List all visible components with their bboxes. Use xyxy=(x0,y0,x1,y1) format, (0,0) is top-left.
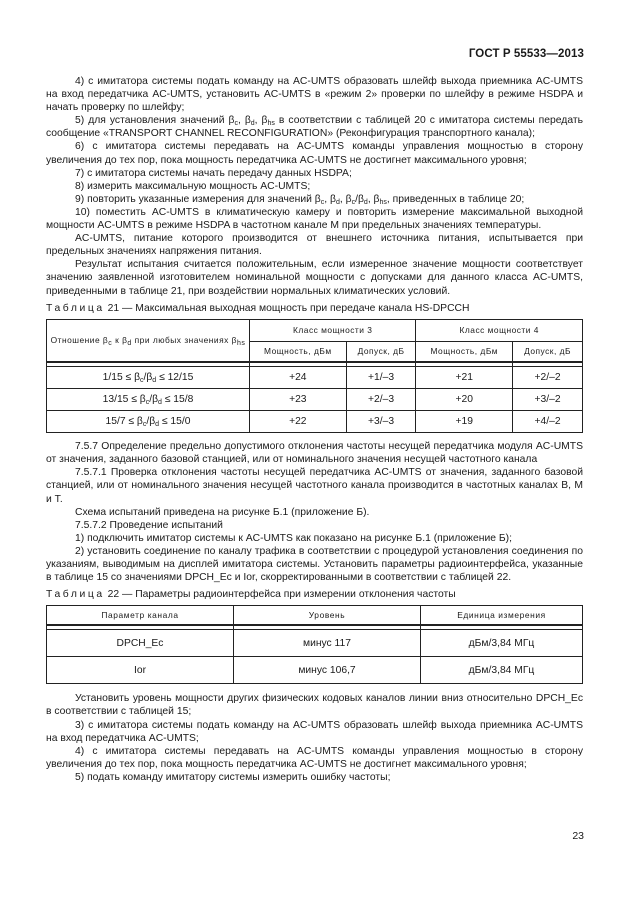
column-header-power: Мощность, дБм xyxy=(416,341,513,362)
page-body xyxy=(46,75,583,784)
cell-unit: дБм/3,84 МГц xyxy=(421,630,583,657)
cell-ratio: $15/7 \le \beta_c/\beta_d \le 15/0$ xyxy=(47,411,250,433)
cell-ratio: $1/15 \le \beta_c/\beta_d \le 12/15$ xyxy=(47,367,250,389)
table-21 xyxy=(46,319,583,434)
cell-level: минус 117 xyxy=(234,630,421,657)
cell-power: +23 xyxy=(250,389,347,411)
paragraph: 1) подключить имитатор системы к AC-UMTS как показано на рисунке Б.1 (приложение Б); xyxy=(75,532,512,544)
column-header-power: Мощность, дБм xyxy=(250,341,347,362)
column-header-class4: Класс мощности 4 xyxy=(416,319,583,341)
cell-ratio: $13/15 \le \beta_c/\beta_d \le 15/8$ xyxy=(47,389,250,411)
paragraph: 3) с имитатора системы подать команду на AC-UMTS образовать шлейф выхода приемника AC-UMTS на вход передатчика AC-UMTS; xyxy=(46,719,583,744)
cell-power: +20 xyxy=(416,389,513,411)
paragraph: 2) установить соединение по каналу трафика в соответствии с процедурой установления соединения по указаниям, выводимым на дисплей имитатора системы. Установить параметры радиоинтерфейса, указанные в таблице 15 со значениями DPCH_Ec и Ior, скорректированными в соответствии с таблицей 22. xyxy=(46,545,583,584)
paragraph: 7) с имитатора системы начать передачу данных HSDPA; xyxy=(75,167,352,179)
paragraph: 7.5.7.1 Проверка отклонения частоты несущей передатчика AC-UMTS от значения, заданного базовой станцией, или от номинального значения несущей частотного канала производится в частотных каналах B, M и T. xyxy=(46,467,583,505)
paragraph: Установить уровень мощности других физических кодовых каналов линии вниз относительно DPCH_Ec в соответствии с таблицей 15; xyxy=(46,693,583,718)
cell-tolerance: +1/–3 xyxy=(346,367,416,389)
paragraph: 7.5.7 Определение предельно допустимого отклонения частоты несущей передатчика модуля AC-UMTS от значения, заданного базовой станцией, или от номинального значения несущей частотного канала xyxy=(46,441,583,466)
table-row xyxy=(47,630,583,657)
column-header-tolerance: Допуск, дБ xyxy=(513,341,583,362)
table-caption-text: 22 — Параметры радиоинтерфейса при измерении отклонения частоты xyxy=(107,589,456,601)
table-caption-word: Таблица xyxy=(46,589,105,601)
cell-level: минус 106,7 xyxy=(234,657,421,684)
column-header-unit: Единица измерения xyxy=(421,606,583,626)
cell-power: +22 xyxy=(250,411,347,433)
paragraph: 5) подать команду имитатору системы измерить ошибку частоты; xyxy=(75,771,391,783)
table-caption xyxy=(46,588,583,601)
cell-tolerance: +4/–2 xyxy=(513,411,583,433)
paragraph: 4) с имитатора системы подать команду на AC-UMTS образовать шлейф выхода приемника AC-UMTS на вход передатчика AC-UMTS, установить AC-UMTS в «режим 2» проверки по шлейфу в режиме HSDPA и начать проверку по шлейфу; xyxy=(46,76,583,114)
page-number: 23 xyxy=(572,830,584,842)
paragraph: AC-UMTS, питание которого производится от внешнего источника питания, испытывается при предельных значениях напряжения питания. xyxy=(46,233,583,258)
table-row xyxy=(47,657,583,684)
cell-unit: дБм/3,84 МГц xyxy=(421,657,583,684)
table-row xyxy=(47,411,583,433)
column-header-ratio: Отношение $\beta_c$ к $\beta_d$ при любых значениях $\beta_{hs}$ xyxy=(47,319,250,362)
cell-tolerance: +2/–3 xyxy=(346,389,416,411)
column-header-param: Параметр канала xyxy=(47,606,234,626)
table-caption-word: Таблица xyxy=(46,302,105,314)
table-caption xyxy=(46,302,583,315)
paragraph: 5) для установления значений $\beta_c$, $\beta_d$, $\beta_{hs}$ в соответствии с таблицей 20 с имитатора системы передать сообщение «TRANSPORT CHANNEL RECONFIGURATION» (Реконфигурация транспортного канала); xyxy=(46,115,583,140)
cell-tolerance: +3/–2 xyxy=(513,389,583,411)
cell-param: DPCH_Ec xyxy=(47,630,234,657)
cell-power: +21 xyxy=(416,367,513,389)
column-header-tolerance: Допуск, дБ xyxy=(346,341,416,362)
paragraph: 10) поместить AC-UMTS в климатическую камеру и повторить измерение максимальной выходной мощности AC-UMTS в режиме HSDPA в частотном канале M при предельных значениях температуры. xyxy=(46,206,583,232)
table-22 xyxy=(46,605,583,684)
paragraph: 8) измерить максимальную мощность AC-UMTS; xyxy=(75,180,311,192)
table-caption-text: 21 — Максимальная выходная мощность при передаче канала HS-DPCCH xyxy=(107,302,470,314)
paragraph: Схема испытаний приведена на рисунке Б.1 (приложение Б). xyxy=(75,506,370,518)
standard-header: ГОСТ Р 55533—2013 xyxy=(468,48,584,60)
cell-param: Ior xyxy=(47,657,234,684)
cell-tolerance: +3/–3 xyxy=(346,411,416,433)
column-header-level: Уровень xyxy=(234,606,421,626)
table-row xyxy=(47,389,583,411)
cell-power: +19 xyxy=(416,411,513,433)
paragraph: Результат испытания считается положительным, если измеренное значение мощности соответствует значению заявленной изготовителем номинальной мощности с допусками для данного класса AC-UMTS, приведенными в таблице 21, при воздействии нормальных климатических условий. xyxy=(46,259,583,297)
table-row xyxy=(47,367,583,389)
paragraph: 9) повторить указанные измерения для значений $\beta_c$, $\beta_d$, $\beta_c/\beta_d$, $\beta_{hs}$, приведенных в таблице 20; xyxy=(75,193,525,206)
cell-tolerance: +2/–2 xyxy=(513,367,583,389)
paragraph: 7.5.7.2 Проведение испытаний xyxy=(75,519,223,531)
paragraph: 6) с имитатора системы передавать на AC-UMTS команды управления мощностью в сторону увеличения до тех пор, пока мощность передатчика AC-UMTS не достигнет максимального уровня; xyxy=(46,141,583,166)
column-header-class3: Класс мощности 3 xyxy=(250,319,416,341)
cell-power: +24 xyxy=(250,367,347,389)
paragraph: 4) с имитатора системы передавать на AC-UMTS команды управления мощностью в сторону увеличения до тех пор, пока мощность передатчика AC-UMTS не достигнет максимального уровня; xyxy=(46,745,583,770)
